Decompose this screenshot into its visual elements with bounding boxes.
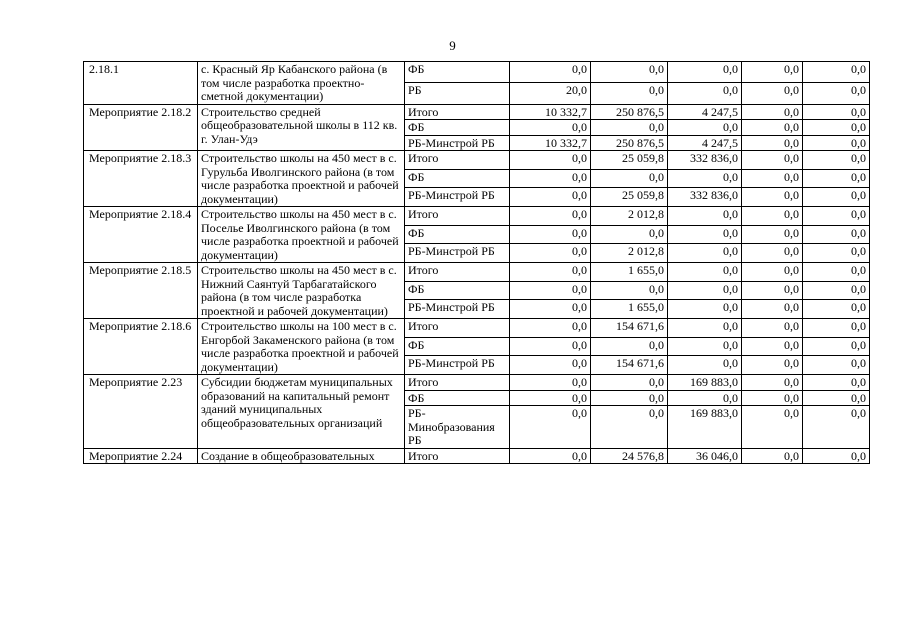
activity-code-cell: Мероприятие 2.18.6 bbox=[84, 319, 198, 375]
funding-source-cell: РБ-Минобразования РБ bbox=[405, 406, 510, 449]
table-row bbox=[84, 151, 870, 170]
funding-source-cell: Итого bbox=[405, 375, 510, 391]
amount-cell-4: 0,0 bbox=[742, 244, 803, 263]
funding-source-cell: Итого bbox=[405, 104, 510, 120]
amount-cell-4: 0,0 bbox=[742, 104, 803, 120]
amount-cell-1: 0,0 bbox=[510, 319, 591, 338]
amount-cell-1: 0,0 bbox=[510, 448, 591, 464]
activity-code-cell: Мероприятие 2.18.2 bbox=[84, 104, 198, 151]
amount-cell-1: 0,0 bbox=[510, 300, 591, 319]
amount-cell-4: 0,0 bbox=[742, 356, 803, 375]
amount-cell-3: 0,0 bbox=[668, 207, 742, 226]
funding-source-cell: ФБ bbox=[405, 390, 510, 406]
amount-cell-3: 36 046,0 bbox=[668, 448, 742, 464]
activity-code-cell: 2.18.1 bbox=[84, 62, 198, 105]
amount-cell-2: 2 012,8 bbox=[591, 207, 668, 226]
amount-cell-1: 0,0 bbox=[510, 120, 591, 136]
amount-cell-1: 0,0 bbox=[510, 337, 591, 356]
amount-cell-5: 0,0 bbox=[803, 375, 870, 391]
amount-cell-4: 0,0 bbox=[742, 225, 803, 244]
amount-cell-2: 0,0 bbox=[591, 62, 668, 83]
amount-cell-1: 0,0 bbox=[510, 244, 591, 263]
amount-cell-1: 0,0 bbox=[510, 169, 591, 188]
amount-cell-4: 0,0 bbox=[742, 151, 803, 170]
amount-cell-2: 1 655,0 bbox=[591, 300, 668, 319]
amount-cell-3: 4 247,5 bbox=[668, 135, 742, 151]
amount-cell-2: 0,0 bbox=[591, 120, 668, 136]
funding-source-cell: Итого bbox=[405, 263, 510, 282]
amount-cell-4: 0,0 bbox=[742, 188, 803, 207]
amount-cell-1: 0,0 bbox=[510, 207, 591, 226]
table-row bbox=[84, 375, 870, 391]
amount-cell-3: 169 883,0 bbox=[668, 375, 742, 391]
funding-source-cell: РБ-Минстрой РБ bbox=[405, 188, 510, 207]
amount-cell-3: 332 836,0 bbox=[668, 188, 742, 207]
amount-cell-5: 0,0 bbox=[803, 104, 870, 120]
amount-cell-3: 169 883,0 bbox=[668, 406, 742, 449]
amount-cell-2: 0,0 bbox=[591, 375, 668, 391]
amount-cell-4: 0,0 bbox=[742, 169, 803, 188]
amount-cell-5: 0,0 bbox=[803, 151, 870, 170]
amount-cell-5: 0,0 bbox=[803, 207, 870, 226]
activity-name-cell: с. Красный Яр Кабанского района (в том числе разработка проектно-сметной документации) bbox=[198, 62, 405, 105]
activity-code-cell: Мероприятие 2.18.4 bbox=[84, 207, 198, 263]
amount-cell-5: 0,0 bbox=[803, 83, 870, 104]
amount-cell-5: 0,0 bbox=[803, 300, 870, 319]
funding-source-cell: Итого bbox=[405, 151, 510, 170]
amount-cell-4: 0,0 bbox=[742, 319, 803, 338]
amount-cell-5: 0,0 bbox=[803, 169, 870, 188]
amount-cell-5: 0,0 bbox=[803, 225, 870, 244]
funding-source-cell: ФБ bbox=[405, 62, 510, 83]
amount-cell-2: 1 655,0 bbox=[591, 263, 668, 282]
activity-name-cell: Строительство школы на 100 мест в с. Енгорбой Закаменского района (в том числе разработка проектной и рабочей документации) bbox=[198, 319, 405, 375]
amount-cell-5: 0,0 bbox=[803, 188, 870, 207]
funding-source-cell: ФБ bbox=[405, 120, 510, 136]
amount-cell-3: 0,0 bbox=[668, 83, 742, 104]
amount-cell-2: 154 671,6 bbox=[591, 319, 668, 338]
table-row bbox=[84, 62, 870, 83]
activity-code-cell: Мероприятие 2.23 bbox=[84, 375, 198, 449]
amount-cell-2: 0,0 bbox=[591, 406, 668, 449]
amount-cell-3: 0,0 bbox=[668, 319, 742, 338]
amount-cell-3: 332 836,0 bbox=[668, 151, 742, 170]
activity-name-cell: Субсидии бюджетам муниципальных образований на капитальный ремонт зданий муниципальных общеобразовательных организаций bbox=[198, 375, 405, 449]
amount-cell-5: 0,0 bbox=[803, 337, 870, 356]
amount-cell-2: 250 876,5 bbox=[591, 104, 668, 120]
funding-source-cell: ФБ bbox=[405, 281, 510, 300]
amount-cell-1: 20,0 bbox=[510, 83, 591, 104]
table-row bbox=[84, 448, 870, 464]
amount-cell-2: 0,0 bbox=[591, 169, 668, 188]
funding-source-cell: РБ-Минстрой РБ bbox=[405, 356, 510, 375]
table-row bbox=[84, 104, 870, 120]
amount-cell-1: 10 332,7 bbox=[510, 135, 591, 151]
amount-cell-5: 0,0 bbox=[803, 448, 870, 464]
amount-cell-4: 0,0 bbox=[742, 207, 803, 226]
amount-cell-4: 0,0 bbox=[742, 135, 803, 151]
amount-cell-2: 0,0 bbox=[591, 225, 668, 244]
amount-cell-4: 0,0 bbox=[742, 406, 803, 449]
table-row bbox=[84, 319, 870, 338]
amount-cell-2: 0,0 bbox=[591, 390, 668, 406]
amount-cell-2: 0,0 bbox=[591, 281, 668, 300]
funding-source-cell: РБ-Минстрой РБ bbox=[405, 135, 510, 151]
amount-cell-2: 154 671,6 bbox=[591, 356, 668, 375]
amount-cell-1: 0,0 bbox=[510, 188, 591, 207]
amount-cell-2: 0,0 bbox=[591, 83, 668, 104]
funding-source-cell: РБ bbox=[405, 83, 510, 104]
amount-cell-5: 0,0 bbox=[803, 281, 870, 300]
amount-cell-1: 0,0 bbox=[510, 375, 591, 391]
activity-code-cell: Мероприятие 2.24 bbox=[84, 448, 198, 464]
amount-cell-1: 0,0 bbox=[510, 390, 591, 406]
funding-source-cell: РБ-Минстрой РБ bbox=[405, 244, 510, 263]
amount-cell-3: 0,0 bbox=[668, 356, 742, 375]
activity-name-cell: Строительство школы на 450 мест в с. Поселье Иволгинского района (в том числе разработка проектной и рабочей документации) bbox=[198, 207, 405, 263]
amount-cell-5: 0,0 bbox=[803, 135, 870, 151]
amount-cell-2: 25 059,8 bbox=[591, 151, 668, 170]
amount-cell-3: 0,0 bbox=[668, 244, 742, 263]
amount-cell-3: 0,0 bbox=[668, 337, 742, 356]
amount-cell-4: 0,0 bbox=[742, 120, 803, 136]
funding-source-cell: Итого bbox=[405, 207, 510, 226]
amount-cell-4: 0,0 bbox=[742, 375, 803, 391]
amount-cell-3: 0,0 bbox=[668, 263, 742, 282]
amount-cell-4: 0,0 bbox=[742, 390, 803, 406]
funding-source-cell: РБ-Минстрой РБ bbox=[405, 300, 510, 319]
amount-cell-4: 0,0 bbox=[742, 62, 803, 83]
amount-cell-5: 0,0 bbox=[803, 406, 870, 449]
amount-cell-2: 25 059,8 bbox=[591, 188, 668, 207]
amount-cell-3: 0,0 bbox=[668, 281, 742, 300]
amount-cell-5: 0,0 bbox=[803, 244, 870, 263]
amount-cell-4: 0,0 bbox=[742, 263, 803, 282]
amount-cell-1: 0,0 bbox=[510, 151, 591, 170]
amount-cell-3: 0,0 bbox=[668, 390, 742, 406]
amount-cell-3: 0,0 bbox=[668, 300, 742, 319]
amount-cell-5: 0,0 bbox=[803, 356, 870, 375]
table-row bbox=[84, 207, 870, 226]
table-body bbox=[84, 62, 870, 464]
amount-cell-3: 0,0 bbox=[668, 62, 742, 83]
table-row bbox=[84, 263, 870, 282]
amount-cell-1: 0,0 bbox=[510, 62, 591, 83]
funding-source-cell: ФБ bbox=[405, 169, 510, 188]
funding-source-cell: Итого bbox=[405, 319, 510, 338]
amount-cell-3: 0,0 bbox=[668, 169, 742, 188]
amount-cell-1: 0,0 bbox=[510, 281, 591, 300]
amount-cell-4: 0,0 bbox=[742, 300, 803, 319]
amount-cell-5: 0,0 bbox=[803, 120, 870, 136]
amount-cell-4: 0,0 bbox=[742, 83, 803, 104]
amount-cell-2: 2 012,8 bbox=[591, 244, 668, 263]
amount-cell-5: 0,0 bbox=[803, 263, 870, 282]
funding-source-cell: ФБ bbox=[405, 225, 510, 244]
amount-cell-4: 0,0 bbox=[742, 281, 803, 300]
amount-cell-2: 250 876,5 bbox=[591, 135, 668, 151]
amount-cell-4: 0,0 bbox=[742, 337, 803, 356]
activity-name-cell: Создание в общеобразовательных bbox=[198, 448, 405, 464]
amount-cell-1: 0,0 bbox=[510, 406, 591, 449]
activity-code-cell: Мероприятие 2.18.5 bbox=[84, 263, 198, 319]
amount-cell-3: 0,0 bbox=[668, 120, 742, 136]
amount-cell-2: 24 576,8 bbox=[591, 448, 668, 464]
budget-table bbox=[83, 61, 870, 464]
amount-cell-3: 0,0 bbox=[668, 225, 742, 244]
activity-name-cell: Строительство школы на 450 мест в с. Нижний Саянтуй Тарбагатайского района (в том числе разработка проектной и рабочей документации) bbox=[198, 263, 405, 319]
amount-cell-5: 0,0 bbox=[803, 62, 870, 83]
amount-cell-1: 0,0 bbox=[510, 356, 591, 375]
amount-cell-5: 0,0 bbox=[803, 390, 870, 406]
amount-cell-1: 10 332,7 bbox=[510, 104, 591, 120]
activity-name-cell: Строительство школы на 450 мест в с. Гурульба Иволгинского района (в том числе разработка проектной и рабочей документации) bbox=[198, 151, 405, 207]
amount-cell-3: 4 247,5 bbox=[668, 104, 742, 120]
activity-code-cell: Мероприятие 2.18.3 bbox=[84, 151, 198, 207]
amount-cell-1: 0,0 bbox=[510, 225, 591, 244]
page-number: 9 bbox=[449, 38, 456, 53]
amount-cell-5: 0,0 bbox=[803, 319, 870, 338]
funding-source-cell: ФБ bbox=[405, 337, 510, 356]
amount-cell-2: 0,0 bbox=[591, 337, 668, 356]
activity-name-cell: Строительство средней общеобразовательной школы в 112 кв. г. Улан-Удэ bbox=[198, 104, 405, 151]
amount-cell-1: 0,0 bbox=[510, 263, 591, 282]
funding-source-cell: Итого bbox=[405, 448, 510, 464]
amount-cell-4: 0,0 bbox=[742, 448, 803, 464]
